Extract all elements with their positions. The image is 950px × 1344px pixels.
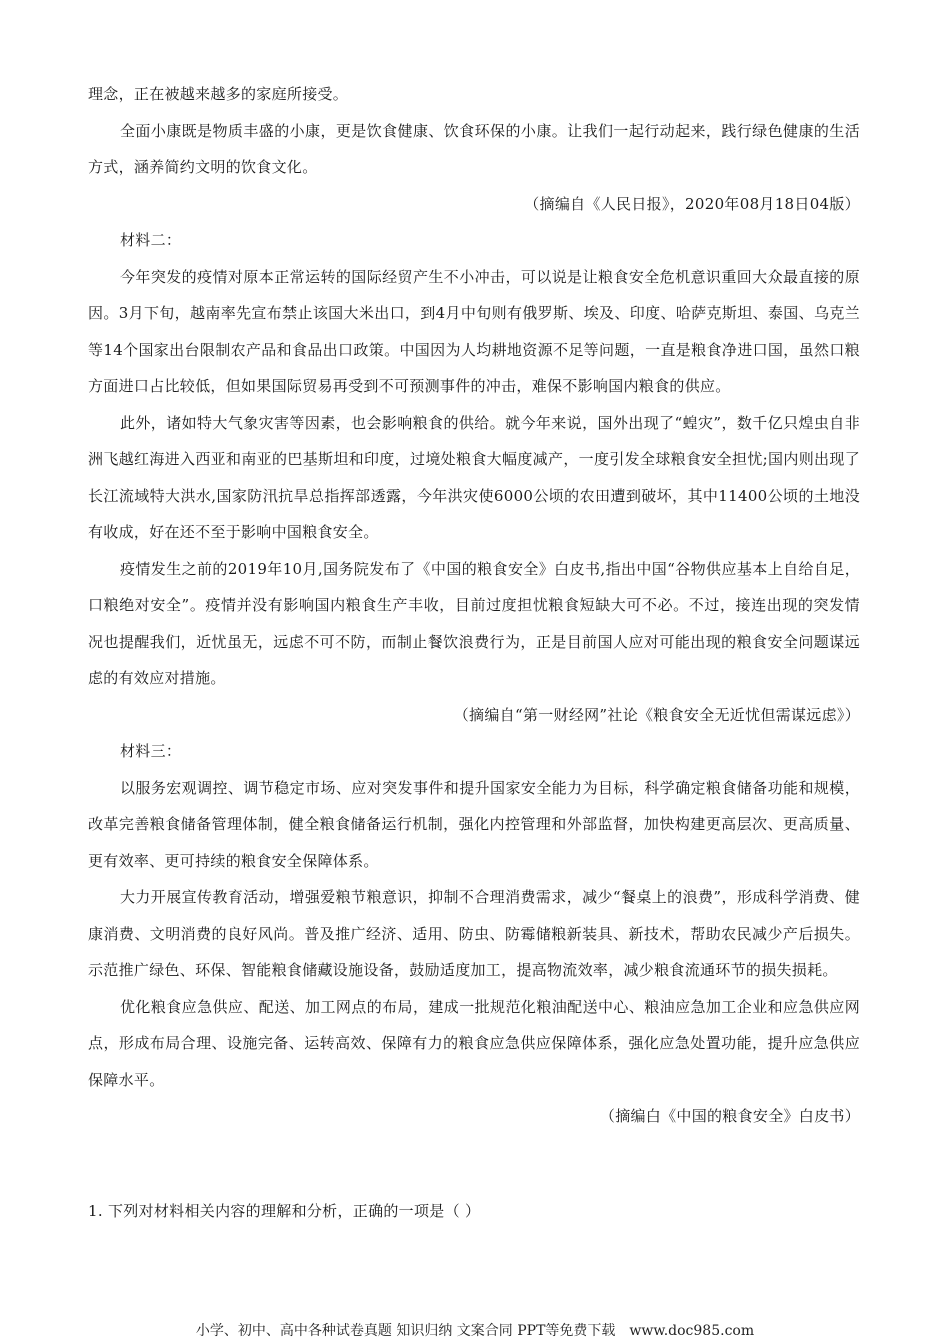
footer-url[interactable]: www.doc985.com <box>629 1323 755 1339</box>
paragraph-continued: 理念，正在被越来越多的家庭所接受。 <box>88 85 349 103</box>
source-citation: （摘编自《人民日报》，2020年08月18日04版） <box>524 194 860 213</box>
source-citation: （摘编自“第一财经网”社论《粮食安全无近忧但需谋远虑》） <box>453 705 860 724</box>
paragraph: 疫情发生之前的2019年10月,国务院发布了《中国的粮食安全》白皮书,指出中国“谷物供应基本上自给自足，口粮绝对安全”。疫情并没有影响国内粮食生产丰收，目前过度担忧粮食短缺大可不必。不过，接连出现的突发情况也提醒我们，近忧虽无，远虑不可不防，而制止餐饮浪费行为，正是目前国人应对可能出现的粮食安全问题谋远虑的有效应对措施。 <box>88 559 860 687</box>
footer-text: 小学、初中、高中各种试卷真题 知识归纳 文案合同 PPT等免费下载 <box>195 1323 616 1339</box>
source-citation: （摘编白《中国的粮食安全》白皮书） <box>599 1107 860 1125</box>
material-heading: 材料二： <box>120 231 182 249</box>
question-1: 1. 下列对材料相关内容的理解和分析，正确的一项是（ ） <box>88 1202 481 1220</box>
paragraph: 此外，诸如特大气象灾害等因素，也会影响粮食的供给。就今年来说，国外出现了“蝗灾”，数千亿只煌虫自非洲飞越红海进入西亚和南亚的巴基斯坦和印度，过境处粮食大幅度减产，一度引发全球粮食安全担忧;国内则出现了长江流域特大洪水,国家防汛抗旱总指挥部透露，今年洪灾使6000公顷的农田遭到破坏，其中11400公顷的土地没有收成，好在还不至于影响中国粮食安全。 <box>88 413 860 541</box>
article-body <box>88 76 860 1135</box>
paragraph: 今年突发的疫情对原本正常运转的国际经贸产生不小冲击，可以说是让粮食安全危机意识重回大众最直接的原因。3月下旬，越南率先宣布禁止该国大米出口，到4月中旬则有俄罗斯、埃及、印度、哈萨克斯坦、泰国、乌克兰等14个国家出台限制农产品和食品出口政策。中国因为人均耕地资源不足等问题，一直是粮食净进口国，虽然口粮方面进口占比较低，但如果国际贸易再受到不可预测事件的冲击，难保不影响国内粮食的供应。 <box>88 267 860 395</box>
page-footer <box>0 1322 950 1340</box>
paragraph: 以服务宏观调控、调节稳定市场、应对突发事件和提升国家安全能力为目标，科学确定粮食储备功能和规模，改革完善粮食储备管理体制，健全粮食储备运行机制，强化内控管理和外部监督，加快构建更高层次、更高质量、更有效率、更可持续的粮食安全保障体系。 <box>88 778 860 870</box>
paragraph: 优化粮食应急供应、配送、加工网点的布局，建成一批规范化粮油配送中心、粮油应急加工企业和应急供应网点，形成布局合理、设施完备、运转高效、保障有力的粮食应急供应保障体系，强化应急处置功能，提升应急供应保障水平。 <box>88 997 860 1089</box>
material-heading: 材料三： <box>120 742 182 760</box>
paragraph: 全面小康既是物质丰盛的小康，更是饮食健康、饮食环保的小康。让我们一起行动起来，践行绿色健康的生活方式，涵养简约文明的饮食文化。 <box>88 121 860 176</box>
paragraph: 大力开展宣传教育活动，增强爱粮节粮意识，抑制不合理消费需求，减少“餐桌上的浪费”，形成科学消费、健康消费、文明消费的良好风尚。普及推广经济、适用、防虫、防霉储粮新装具、新技术，帮助农民减少产后损失。示范推广绿色、环保、智能粮食储藏设施设备，鼓励适度加工，提高物流效率，减少粮食流通环节的损失损耗。 <box>88 888 860 979</box>
